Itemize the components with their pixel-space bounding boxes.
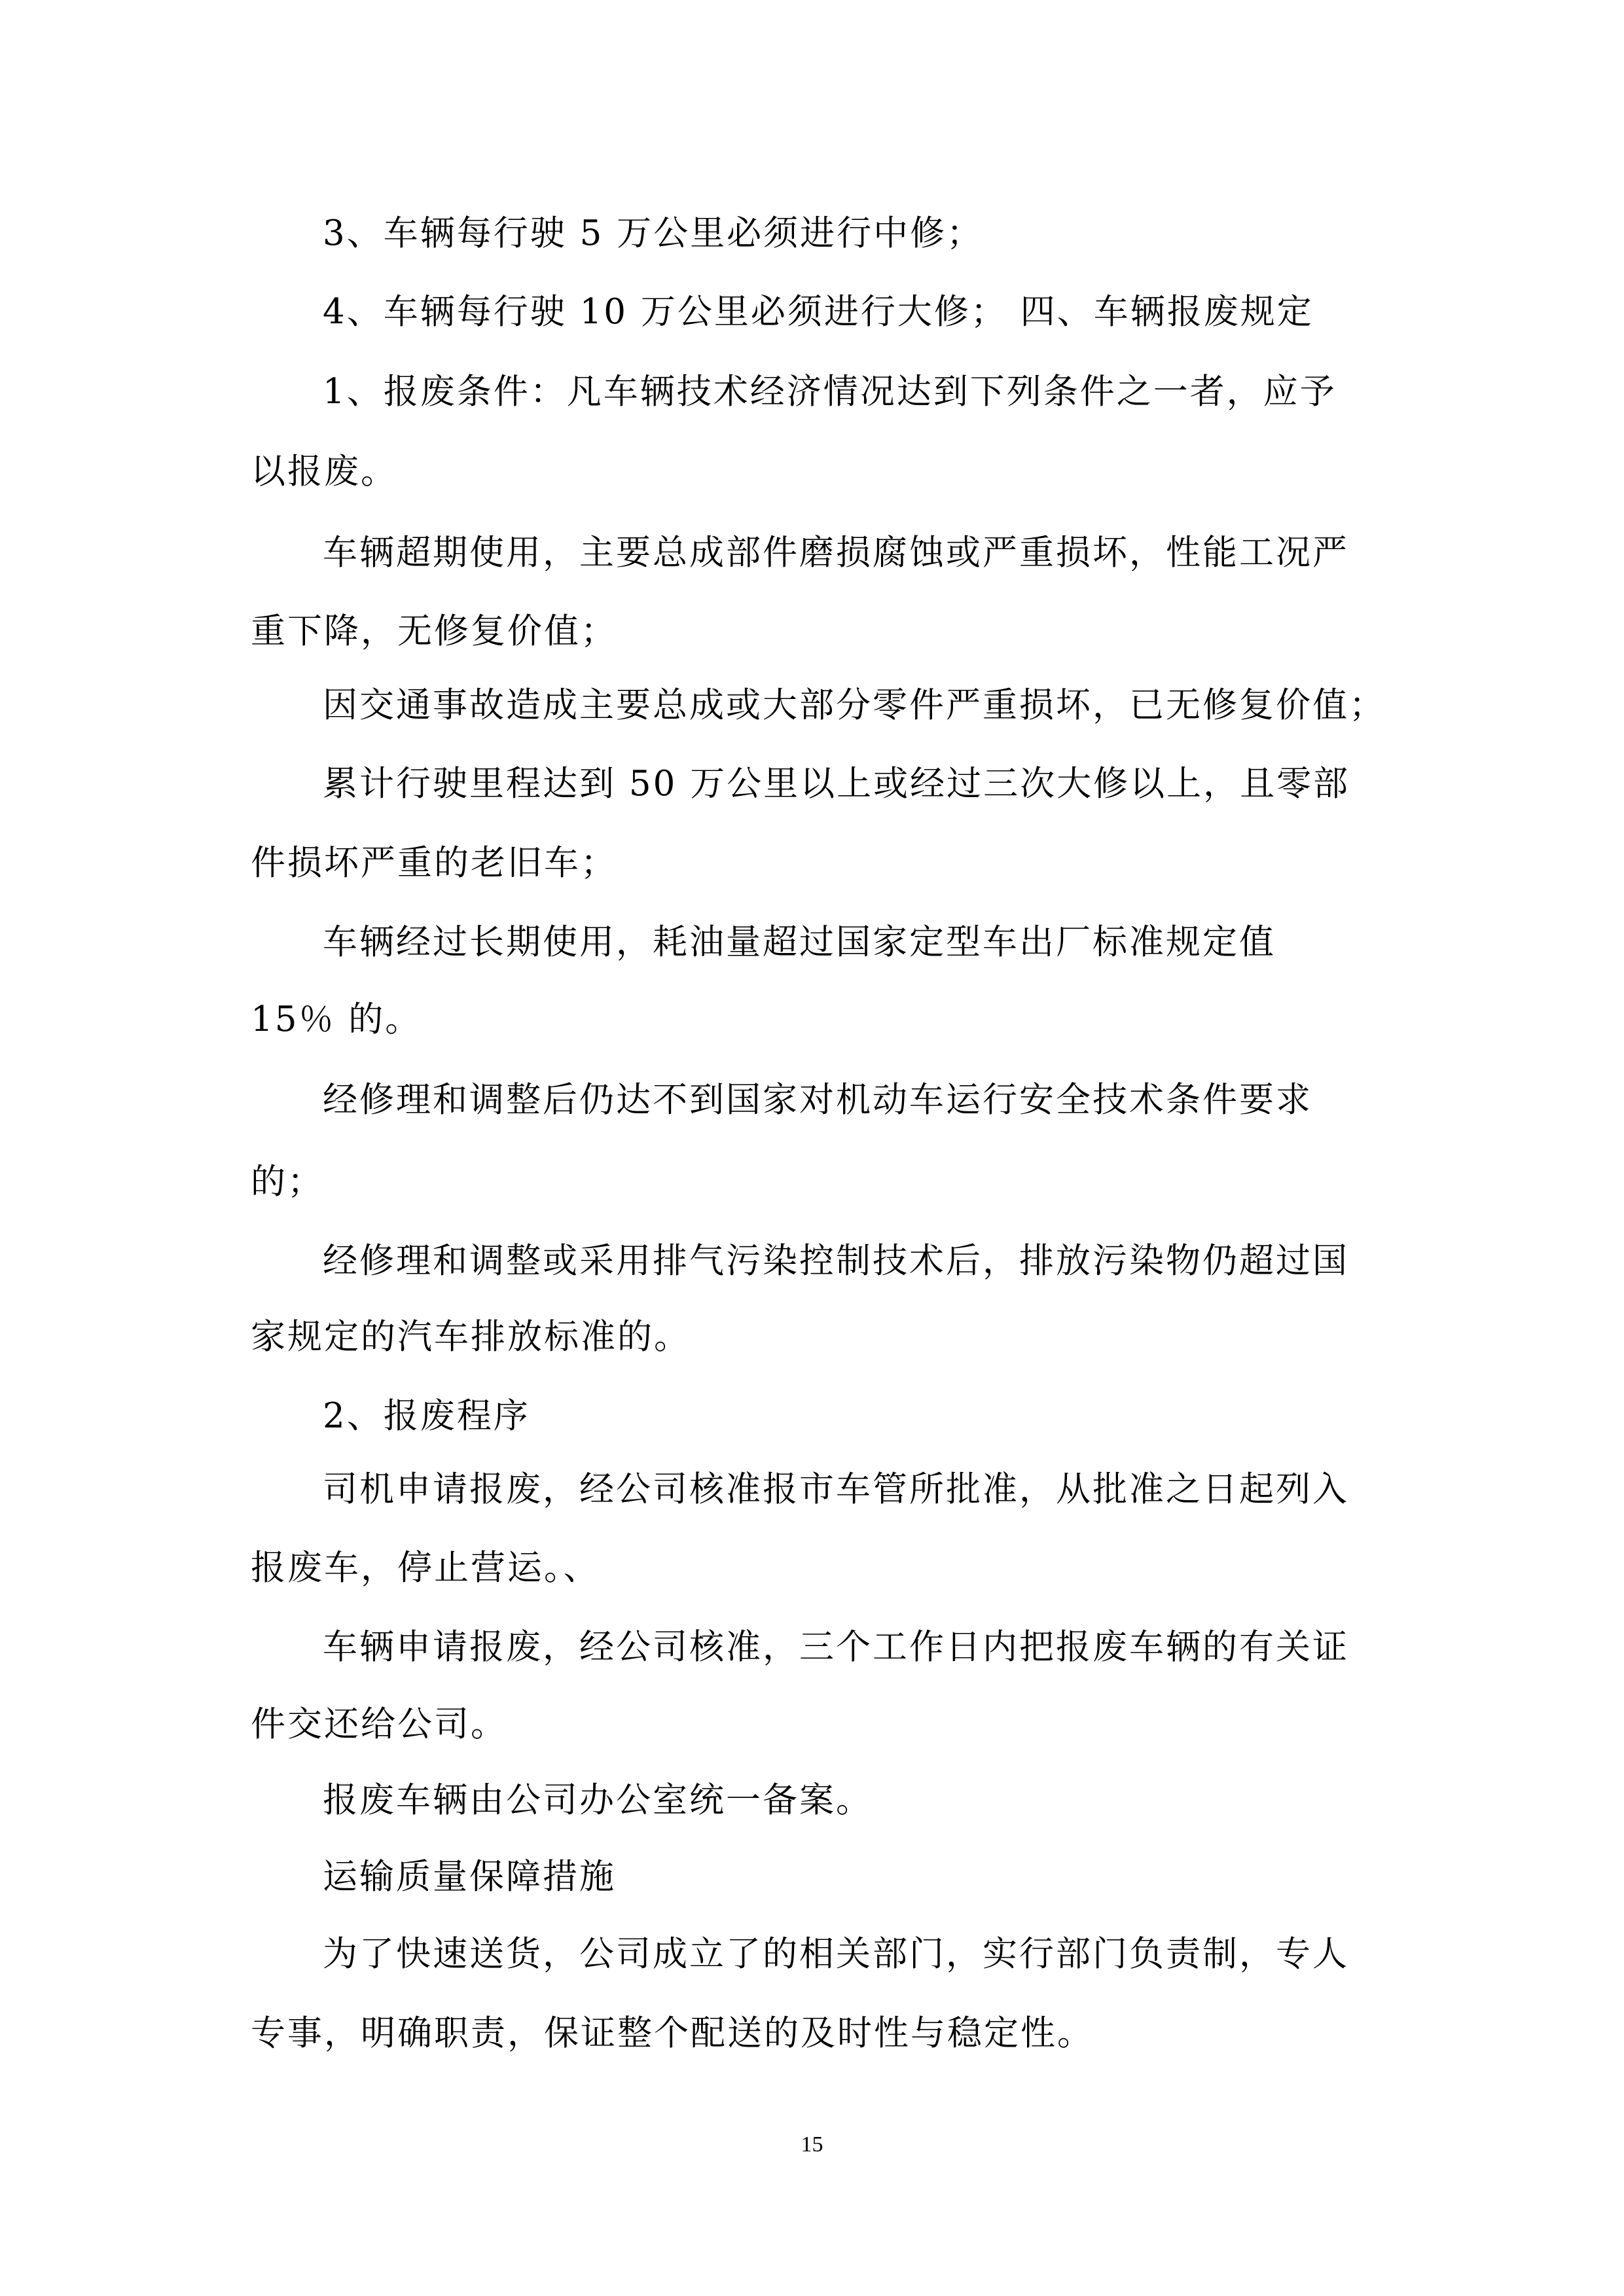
text-line: 3、车辆每行驶 5 万公里必须进行中修； — [323, 213, 984, 253]
text-line: 经修理和调整或采用排气污染控制技术后，排放污染物仍超过国 — [323, 1241, 1349, 1281]
text-line: 报废车辆由公司办公室统一备案。 — [323, 1780, 873, 1820]
text-line: 4、车辆每行驶 10 万公里必须进行大修； 四、车辆报废规定 — [323, 292, 1314, 332]
text-line: 为了快速送货，公司成立了的相关部门，实行部门负责制，专人 — [323, 1934, 1349, 1974]
text-line: 家规定的汽车排放标准的。 — [251, 1317, 691, 1357]
text-line: 以报废。 — [251, 452, 397, 492]
text-line: 经修理和调整后仍达不到国家对机动车运行安全技术条件要求 — [323, 1080, 1312, 1120]
text-line: 车辆经过长期使用，耗油量超过国家定型车出厂标准规定值 — [323, 922, 1276, 962]
text-line: 件损坏严重的老旧车； — [251, 843, 617, 883]
text-line: 车辆申请报废，经公司核准，三个工作日内把报废车辆的有关证 — [323, 1627, 1349, 1667]
text-line: 重下降，无修复价值； — [251, 611, 617, 651]
text-line: 的； — [251, 1162, 324, 1202]
text-line: 专事，明确职责，保证整个配送的及时性与稳定性。 — [251, 2013, 1094, 2053]
section-heading: 2、报废程序 — [323, 1396, 530, 1436]
text-line: 累计行驶里程达到 50 万公里以上或经过三次大修以上，且零部 — [323, 764, 1350, 804]
text-line: 件交还给公司。 — [251, 1704, 507, 1744]
text-line: 15％ 的。 — [251, 999, 422, 1039]
text-line: 报废车，停止营运。、 — [251, 1548, 600, 1588]
text-line: 1、报废条件：凡车辆技术经济情况达到下列条件之一者，应予 — [323, 372, 1337, 412]
page-number: 15 — [801, 2132, 823, 2157]
section-heading: 运输质量保障措施 — [323, 1857, 616, 1897]
text-line: 车辆超期使用，主要总成部件磨损腐蚀或严重损坏，性能工况严 — [323, 533, 1349, 573]
text-line: 司机申请报废，经公司核准报市车管所批准，从批准之日起列入 — [323, 1469, 1349, 1509]
text-line: 因交通事故造成主要总成或大部分零件严重损坏，已无修复价值； — [323, 685, 1386, 725]
